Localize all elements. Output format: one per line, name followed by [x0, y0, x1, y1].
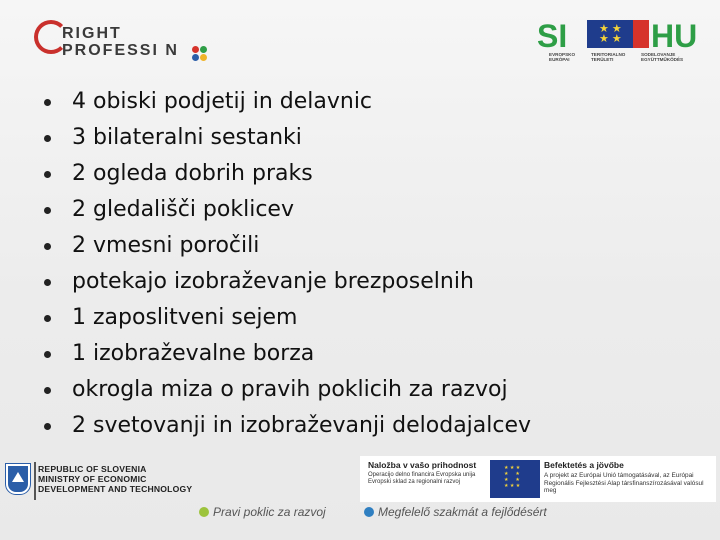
- bullet-icon: [44, 387, 51, 394]
- activity-list: [40, 84, 680, 444]
- logo-line2: PROFESSI N: [62, 42, 179, 59]
- slovenia-crest-icon: [6, 464, 30, 494]
- eu-text-sl: Operacijo delno financira Evropska unija Evropski sklad za regionalni razvoj: [368, 472, 476, 485]
- bullet-icon: [44, 135, 51, 142]
- logo-dots-icon: [192, 46, 208, 62]
- logo-line1: RIGHT: [62, 25, 122, 42]
- list-item: 1 zaposlitveni sejem: [40, 300, 680, 336]
- logo-caption-2: TERITORIALNO TERÜLETI: [591, 52, 626, 62]
- list-item: 2 svetovanji in izobraževanji delodajalcev: [40, 408, 680, 444]
- bullet-icon: [44, 171, 51, 178]
- bullet-icon: [44, 243, 51, 250]
- right-profession-logo: [34, 16, 234, 66]
- bullet-icon: [44, 351, 51, 358]
- list-item: 1 izobraževalne borza: [40, 336, 680, 372]
- eu-title-sl: Naložba v vašo prihodnost: [368, 460, 477, 470]
- divider: [34, 462, 36, 500]
- eu-flag-icon: ★ ★ ★ ★: [587, 20, 649, 48]
- bullet-icon: [44, 315, 51, 322]
- logo-caption-3: SODELOVANJE EGYÜTTMŰKÖDÉS: [641, 52, 684, 62]
- list-item: okrogla miza o pravih poklicih za razvoj: [40, 372, 680, 408]
- eu-title-hu: Befektetés a jövőbe: [544, 460, 624, 470]
- si-letters: SI: [537, 18, 568, 54]
- bullet-icon: [44, 423, 51, 430]
- list-item: 2 gledališči poklicev: [40, 192, 680, 228]
- list-item: 2 vmesni poročili: [40, 228, 680, 264]
- green-dot-icon: [199, 507, 209, 517]
- eu-text-hu: A projekt az Európai Unió támogatásával, az Európai Regionális Fejlesztési Alap társfinanszírozásával valósul meg: [544, 472, 704, 494]
- list-item: 2 ogleda dobrih praks: [40, 156, 680, 192]
- bullet-icon: [44, 279, 51, 286]
- logo-caption-1: EVROPSKO EURÓPAI: [549, 52, 576, 62]
- bullet-icon: [44, 207, 51, 214]
- si-hu-logo: [535, 16, 705, 66]
- hu-letters: HU: [651, 18, 698, 54]
- eu-flag-icon: ★ ★ ★ ★ ★ ★ ★ ★ ★ ★: [490, 460, 540, 498]
- ministry-text: REPUBLIC OF SLOVENIA MINISTRY OF ECONOMIC DEVELOPMENT AND TECHNOLOGY: [38, 464, 193, 494]
- list-item: 3 bilateralni sestanki: [40, 120, 680, 156]
- blue-dot-icon: [364, 507, 374, 517]
- slogan-sl: Pravi poklic za razvoj: [213, 505, 326, 519]
- slogan-hu: Megfelelő szakmát a fejlődésért: [378, 505, 547, 519]
- eu-funding-box: [360, 456, 716, 502]
- bullet-icon: [44, 99, 51, 106]
- list-item: potekajo izobraževanje brezposelnih: [40, 264, 680, 300]
- ministry-logo: [6, 462, 196, 502]
- list-item: 4 obiski podjetij in delavnic: [40, 84, 680, 120]
